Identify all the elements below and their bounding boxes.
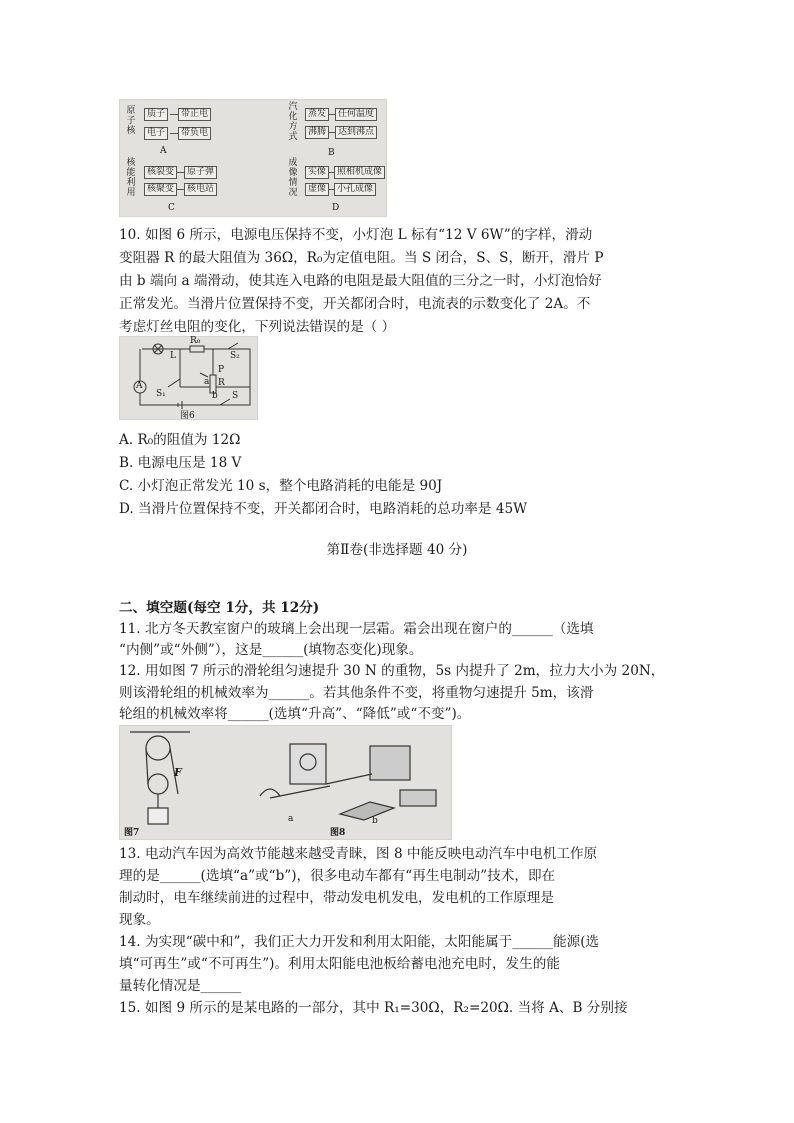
- figure-7-8: [119, 725, 452, 840]
- fig-c-box-atomic-bomb: 原子弹: [184, 166, 217, 179]
- q10-line-5: 考虑灯丝电阻的变化，下列说法错误的是（ ）: [119, 319, 396, 335]
- fig6-label-S2: S₂: [230, 351, 240, 361]
- q10-line-2: 变阻器 R 的最大阻值为 36Ω，R₀为定值电阻。当 S 闭合，S、S，断开，滑片 P: [119, 250, 604, 266]
- q12-line-3: 轮组的机械效率将______(选填“升高”、“降低”或“不变”)。: [119, 706, 471, 722]
- q10-line-3: 由 b 端向 a 端滑动，使其连入电路的电阻是最大阻值的三分之一时，小灯泡恰好: [119, 273, 602, 289]
- fig-b-box-any-temp: 任何温度: [335, 108, 377, 121]
- fig-d-box-real-image: 实像: [305, 166, 329, 179]
- figure-6-circuit: [119, 336, 258, 420]
- fig-c-label-nuclear: 核能利用: [126, 158, 136, 198]
- fig-d-label-imaging: 成像情况: [288, 158, 298, 198]
- fig-a-caption: A: [160, 146, 167, 156]
- fig-b-box-boiling-point: 达到沸点: [335, 126, 377, 139]
- option-a: A. R₀的阻值为 12Ω: [119, 432, 241, 448]
- q14-line-2: 填“可再生”或“不可再生”)。利用太阳能电池板给蓄电池充电时，发生的能: [119, 956, 560, 972]
- fig6-label-b: b: [212, 391, 218, 401]
- option-c: C. 小灯泡正常发光 10 s，整个电路消耗的电能是 90J: [119, 478, 443, 494]
- fig8-label-a: a: [288, 814, 294, 824]
- fig6-label-R: R: [218, 378, 225, 388]
- q15-line-1: 15. 如图 9 所示的是某电路的一部分，其中 R₁=30Ω，R₂=20Ω. 当将 A、B 分别接: [119, 1000, 628, 1016]
- fig6-label-S1: S₁: [156, 389, 166, 399]
- fig6-ammeter-A: A: [136, 381, 143, 391]
- fig6-caption: 图6: [180, 411, 195, 421]
- fig-b-box-evaporation: 蒸发: [305, 108, 329, 121]
- fig-d-box-pinhole: 小孔成像: [334, 183, 376, 196]
- fig-b-caption: B: [328, 148, 335, 158]
- fig6-label-L: L: [170, 351, 176, 361]
- fig-a-label-nucleus: 原子核: [126, 106, 136, 136]
- fig-c-box-fusion: 核聚变: [144, 183, 177, 196]
- fig-a-box-electron: 电子: [144, 127, 168, 140]
- fig6-label-R0: R₀: [190, 336, 201, 346]
- q13-line-2: 理的是______(选填“a”或“b”)，很多电动车都有“再生电制动”技术，即在: [119, 868, 556, 884]
- q12-line-1: 12. 用如图 7 所示的滑轮组匀速提升 30 N 的重物，5s 内提升了 2m，拉力大小为 20N，: [119, 663, 665, 679]
- fig-d-box-camera: 照相机成像: [334, 166, 385, 179]
- q14-line-3: 量转化情况是______: [119, 978, 242, 994]
- fig-a-box-proton: 质子: [144, 108, 168, 121]
- fig-c-box-power-plant: 核电站: [184, 183, 217, 196]
- q14-line-1: 14. 为实现“碳中和”，我们正大力开发和利用太阳能，太阳能属于______能源(选: [119, 934, 600, 950]
- q13-line-1: 13. 电动汽车因为高效节能越来越受青睐，图 8 中能反映电动汽车中电机工作原: [119, 846, 598, 862]
- q10-line-1: 10. 如图 6 所示，电源电压保持不变，小灯泡 L 标有“12 V 6W”的字样，滑动: [119, 227, 593, 243]
- part-2-heading: 二、填空题(每空 1分，共 12分): [119, 600, 320, 616]
- figure-abcd: [119, 99, 387, 217]
- fig-c-box-fission: 核裂变: [144, 166, 177, 179]
- q13-line-3: 制动时，电车继续前进的过程中，带动发电机发电，发电机的工作原理是: [119, 890, 554, 906]
- q12-line-2: 则该滑轮组的机械效率为______。若其他条件不变，将重物匀速提升 5m，该滑: [119, 685, 594, 701]
- fig6-label-S: S: [232, 391, 239, 401]
- option-b: B. 电源电压是 18 V: [119, 455, 242, 471]
- fig7-caption: 图7: [124, 828, 140, 838]
- q13-line-4: 现象。: [119, 912, 160, 928]
- fig-b-label-vaporization: 汽化方式: [288, 102, 298, 142]
- fig7-force-F: F: [174, 766, 182, 779]
- section-2-title: 第Ⅱ卷(非选择题 40 分): [326, 542, 468, 558]
- q11-line-2: “内侧”或“外侧”），这是______(填物态变化)现象。: [119, 642, 423, 658]
- circuit-diagram: [120, 337, 257, 419]
- fig8-caption: 图8: [330, 828, 346, 838]
- fig-d-caption: D: [332, 203, 340, 213]
- fig-c-caption: C: [168, 203, 175, 213]
- fig-a-box-negative: 带负电: [178, 127, 211, 140]
- q11-line-1: 11. 北方冬天教室窗户的玻璃上会出现一层霜。霜会出现在窗户的______（选填: [119, 621, 594, 637]
- pulley-and-motor-sketch: [120, 726, 451, 839]
- fig-b-box-boiling: 沸腾: [305, 126, 329, 139]
- fig-d-box-virtual-image: 虚像: [305, 183, 329, 196]
- q10-line-4: 正常发光。当滑片位置保持不变，开关都闭合时，电流表的示数变化了 2A。不: [119, 296, 591, 312]
- option-d: D. 当滑片位置保持不变，开关都闭合时，电路消耗的总功率是 45W: [119, 501, 528, 517]
- fig6-label-P: P: [218, 365, 225, 375]
- fig8-label-b: b: [372, 816, 378, 826]
- fig6-label-a: a: [204, 377, 210, 387]
- fig-a-box-positive: 带正电: [178, 108, 211, 121]
